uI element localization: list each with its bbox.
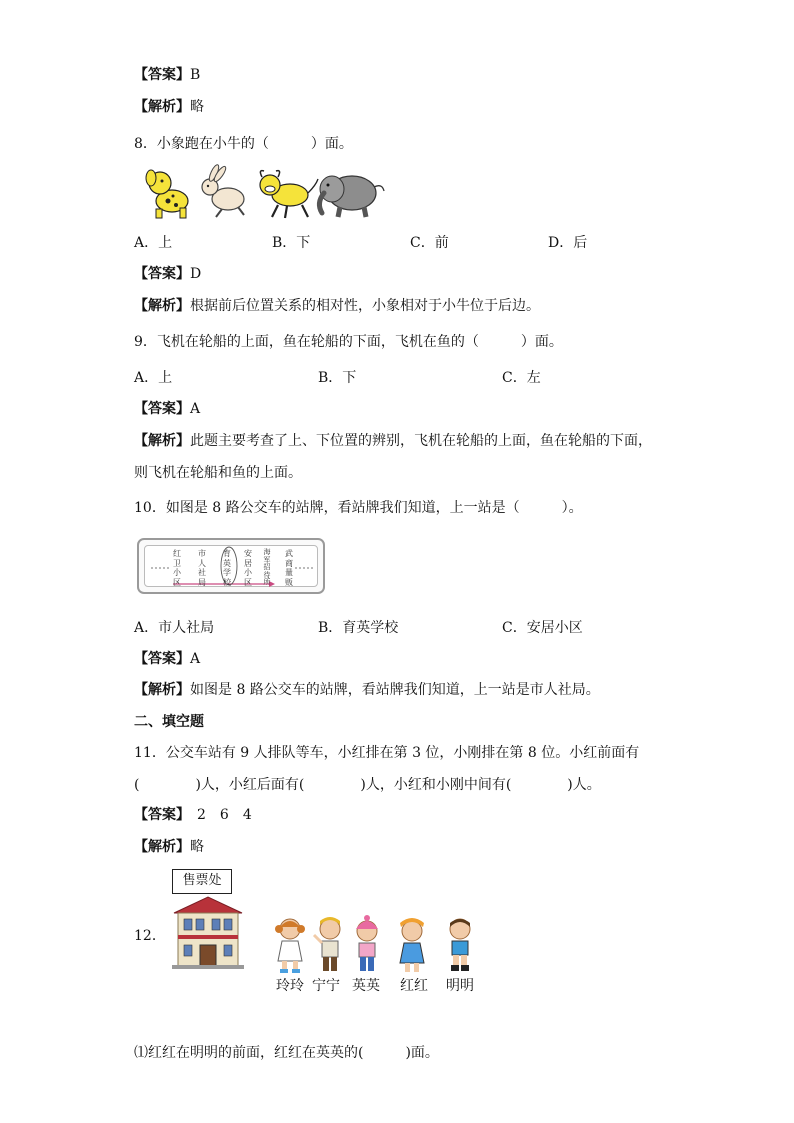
analysis-label: 【解析】 (134, 298, 190, 314)
q10-option-c: C．安居小区 (502, 620, 583, 636)
bus-stop-sign (137, 538, 325, 594)
kid-name-ningning: 宁宁 (312, 978, 340, 994)
kid-name-lingling: 玲玲 (276, 978, 304, 994)
analysis-label: 【解析】 (134, 433, 190, 449)
bus-stop-4: 安居小区 (244, 549, 252, 587)
answer-label: 【答案】 (134, 807, 183, 823)
q8-answer-value: D (190, 266, 202, 282)
q8-animals-image (142, 163, 388, 221)
kid-name-honghong: 红红 (400, 978, 428, 994)
q8-option-d: D．后 (548, 235, 588, 251)
q11-analysis (134, 837, 204, 857)
q9-analysis-text-1: 此题主要考查了上、下位置的辨别，飞机在轮船的上面，鱼在轮船的下面， (190, 433, 652, 449)
q9-stem: 9．飞机在轮船的上面，鱼在轮船的下面，飞机在鱼的（ ）面。 (134, 334, 563, 350)
bus-stop-sign-panel (144, 545, 318, 587)
dog-icon (146, 170, 188, 218)
q9-answer-value: A (190, 401, 201, 417)
q9-analysis (134, 431, 652, 451)
analysis-label: 【解析】 (134, 99, 190, 115)
elephant-icon (319, 176, 384, 217)
q8-stem: 8．小象跑在小牛的（ ）面。 (134, 136, 353, 152)
bus-stop-3: 育英学校 (223, 549, 231, 587)
answer-label: 【答案】 (134, 401, 190, 417)
ticket-building-icon (172, 895, 244, 969)
bus-stop-2: 市人社局 (198, 549, 206, 587)
kid-name-yingying: 英英 (352, 978, 380, 994)
q9-option-a: A．上 (134, 370, 173, 386)
q11-stem-line2: ( )人，小红后面有( )人，小红和小刚中间有( )人。 (134, 777, 601, 793)
q7-analysis (134, 97, 204, 117)
bus-stop-6: 武商量贩 (285, 549, 293, 587)
kid-name-mingming: 明明 (446, 978, 474, 994)
q7-answer-value: B (190, 67, 201, 83)
q8-answer (134, 264, 201, 284)
q10-stem: 10．如图是 8 路公交车的站牌，看站牌我们知道，上一站是（ ）。 (134, 500, 583, 516)
q9-analysis-line2: 则飞机在轮船和鱼的上面。 (134, 465, 302, 481)
child-yingying-icon (356, 915, 378, 971)
q11-answer-value: 2 6 4 (183, 807, 252, 823)
q10-answer (134, 649, 200, 669)
q11-answer (134, 805, 252, 825)
q7-analysis-text: 略 (190, 99, 204, 115)
analysis-label: 【解析】 (134, 839, 190, 855)
q8-option-b: B．下 (272, 235, 311, 251)
cow-icon (260, 171, 318, 218)
q9-option-c: C．左 (502, 370, 541, 386)
q10-analysis-text: 如图是 8 路公交车的站牌，看站牌我们知道，上一站是市人社局。 (190, 682, 600, 698)
rabbit-icon (202, 164, 244, 217)
q11-stem-line1: 11．公交车站有 9 人排队等车，小红排在第 3 位，小刚排在第 8 位。小红前面有 (134, 745, 640, 761)
bus-stop-5: 海军招待所 (263, 548, 271, 587)
q8-option-c: C．前 (410, 235, 449, 251)
q10-option-b: B．育英学校 (318, 620, 399, 636)
queue-children-image (270, 915, 484, 975)
q8-analysis (134, 296, 540, 316)
section-title: 二、填空题 (134, 714, 204, 730)
q10-answer-value: A (190, 651, 201, 667)
child-ningning-icon (314, 917, 340, 971)
q8-analysis-text: 根据前后位置关系的相对性，小象相对于小牛位于后边。 (190, 298, 540, 314)
q9-answer (134, 399, 200, 419)
q9-option-b: B．下 (318, 370, 357, 386)
q7-answer (134, 65, 200, 85)
ticket-office-sign: 售票处 (172, 869, 232, 894)
answer-label: 【答案】 (134, 266, 190, 282)
q10-analysis (134, 680, 600, 700)
answer-label: 【答案】 (134, 651, 190, 667)
q8-option-a: A．上 (134, 235, 173, 251)
child-lingling-icon (275, 919, 305, 973)
answer-label: 【答案】 (134, 67, 190, 83)
q10-option-a: A．市人社局 (134, 620, 215, 636)
analysis-label: 【解析】 (134, 682, 190, 698)
child-honghong-icon (400, 918, 424, 972)
bus-stop-1: 红卫小区 (173, 549, 181, 587)
q12-sub1: ⑴红红在明明的前面，红红在英英的( )面。 (134, 1045, 439, 1061)
child-mingming-icon (450, 919, 470, 971)
q12-number: 12． (134, 928, 166, 944)
q11-analysis-text: 略 (190, 839, 204, 855)
